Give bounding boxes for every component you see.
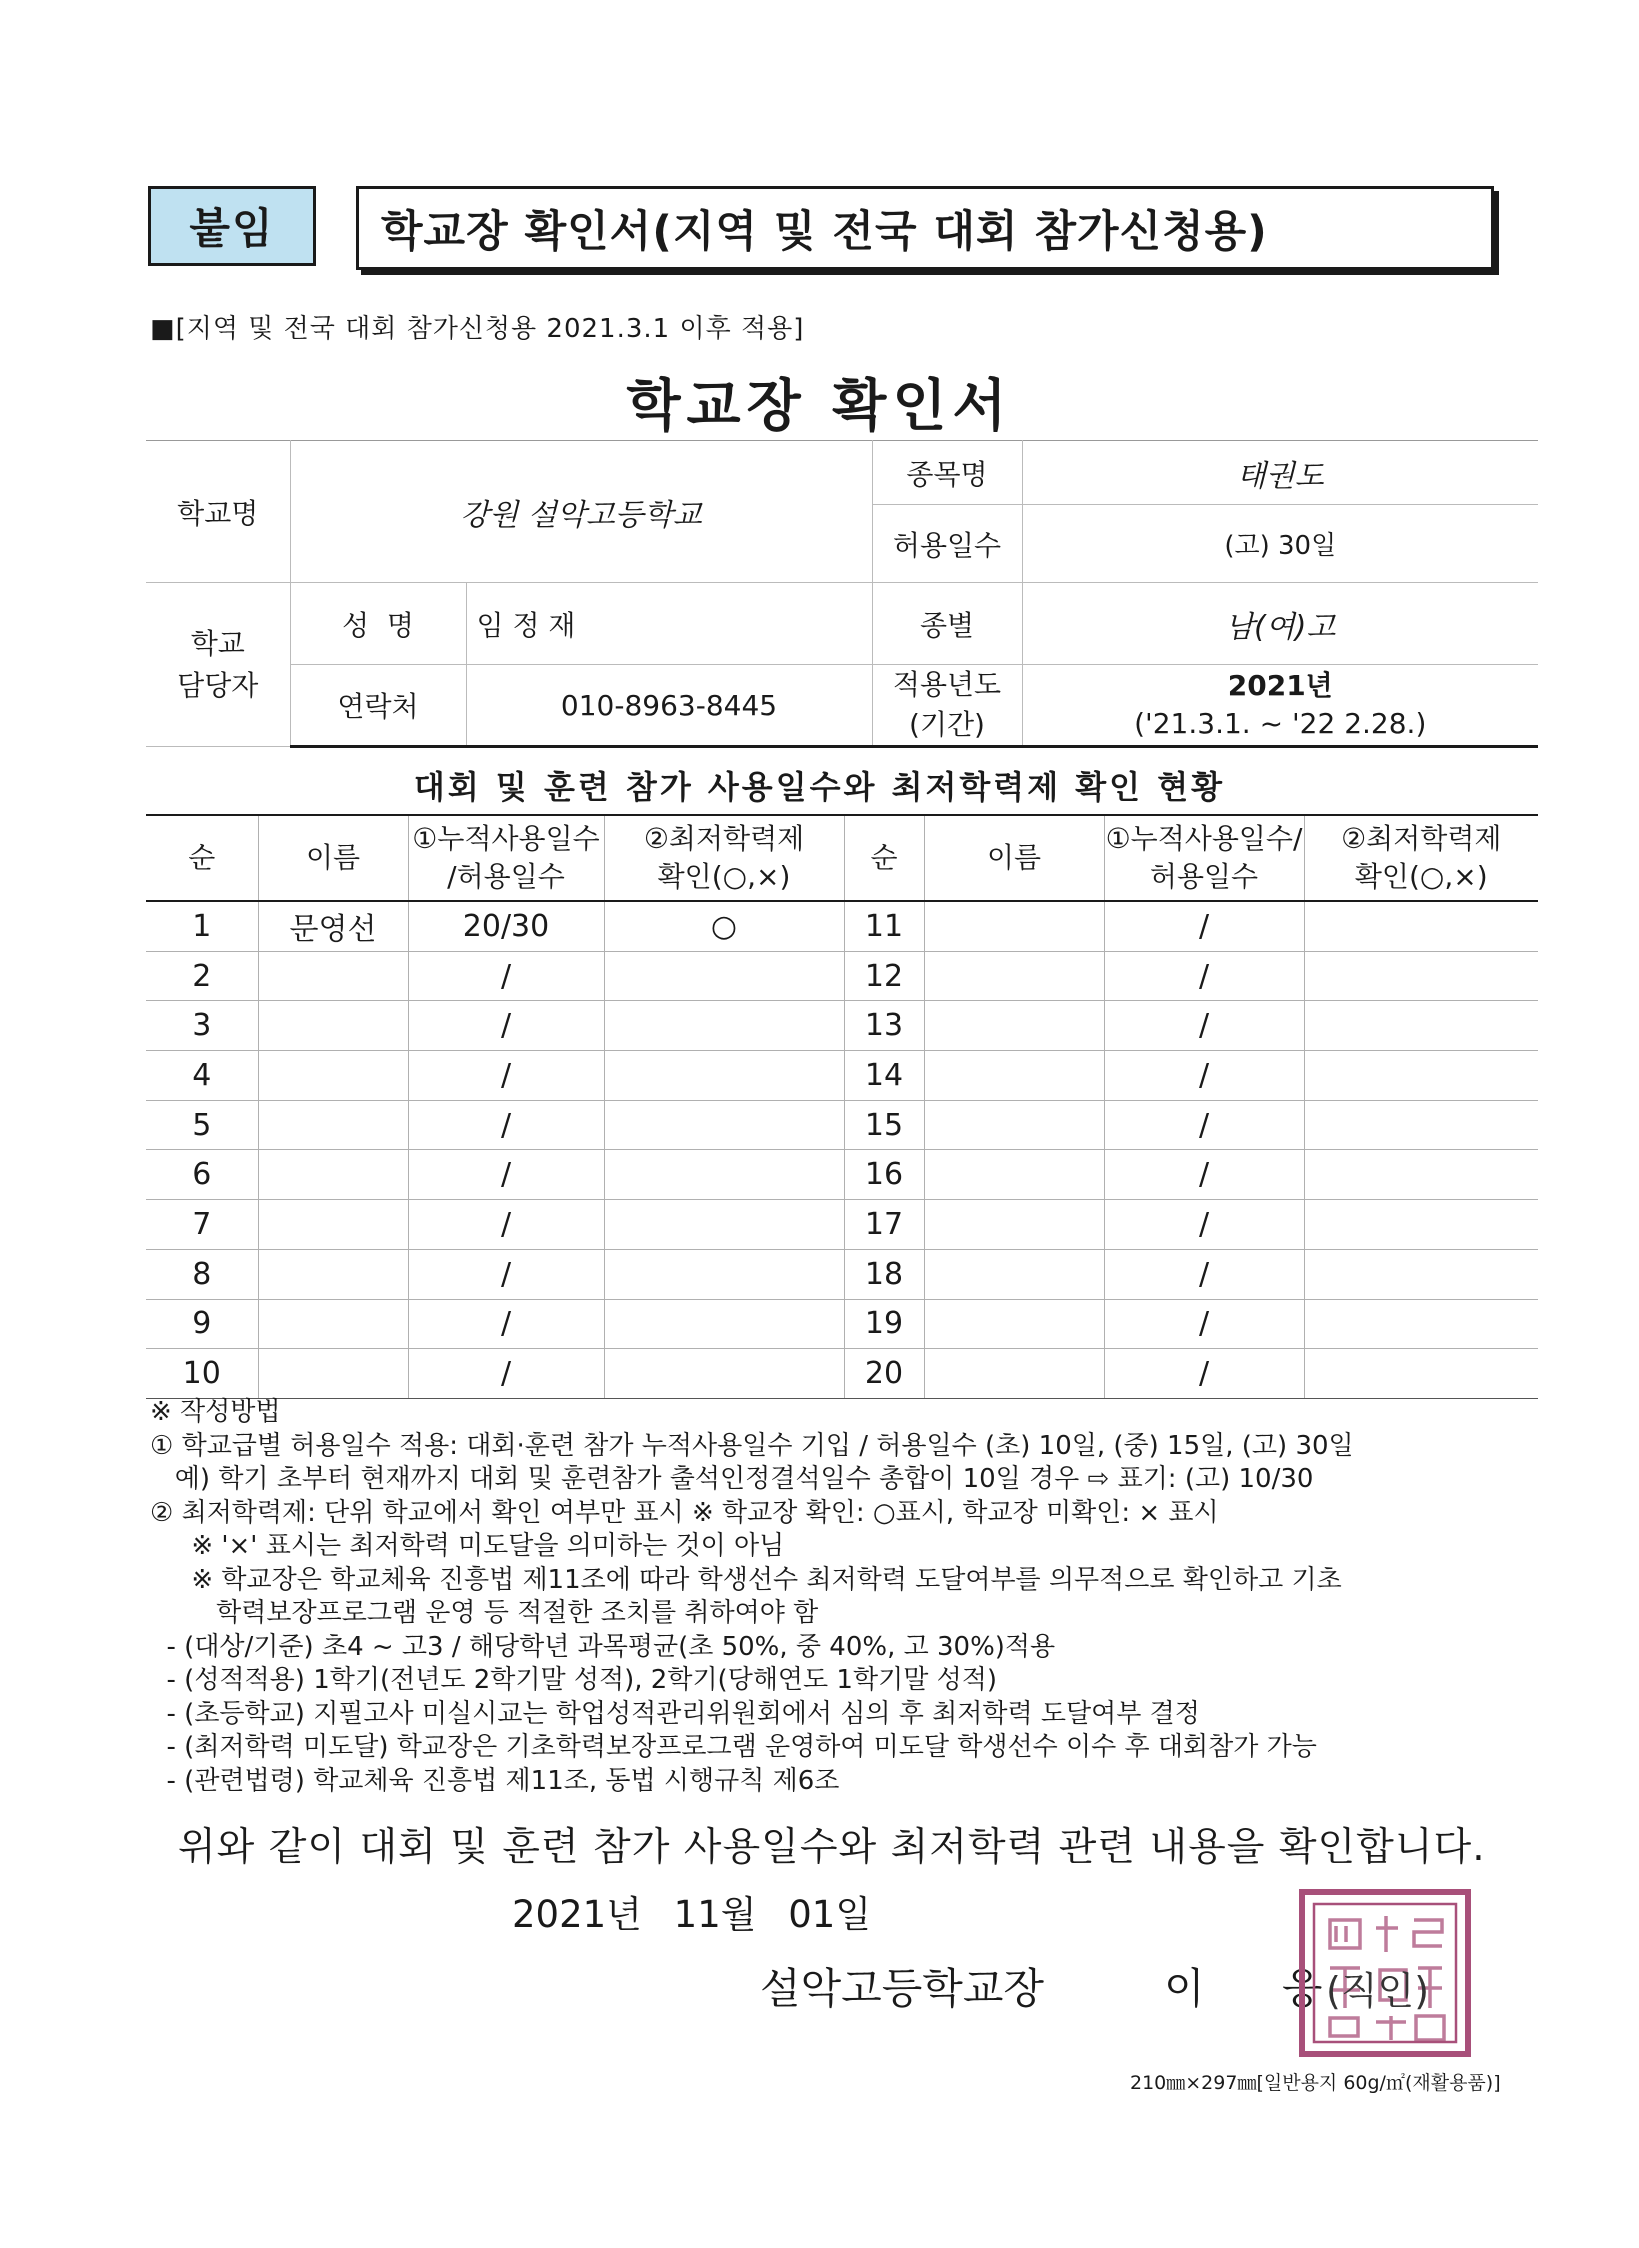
row-days-left: 20/30	[408, 901, 604, 951]
header-name-left: 이름	[258, 815, 408, 901]
instructions	[150, 1396, 1354, 1798]
applicability-note: ■[지역 및 전국 대회 참가신청용 2021.3.1 이후 적용]	[150, 314, 805, 344]
row-days-right: /	[1104, 1249, 1304, 1299]
row-min-left	[604, 951, 844, 1001]
row-days-right: /	[1104, 1200, 1304, 1250]
contact-label: 연락처	[290, 665, 466, 747]
header-days-left	[408, 815, 604, 901]
row-days-right: /	[1104, 901, 1304, 951]
table-row	[146, 1001, 1538, 1051]
row-days-left: /	[408, 951, 604, 1001]
header-name-right: 이름	[924, 815, 1104, 901]
row-min-right	[1304, 1349, 1538, 1399]
row-name-right	[924, 1051, 1104, 1101]
usage-table-body	[146, 901, 1538, 1398]
row-no-left: 7	[146, 1200, 258, 1250]
row-min-right	[1304, 1051, 1538, 1101]
row-name-left	[258, 1100, 408, 1150]
row-no-right: 13	[844, 1001, 924, 1051]
principal-title: 설악고등학교장	[760, 1964, 1045, 2013]
instruction-line: - (초등학교) 지필고사 미실시교는 학업성적관리위원회에서 심의 후 최저학력 도달여부 결정	[150, 1698, 1200, 1729]
row-days-right: /	[1104, 1100, 1304, 1150]
name-value: 임 정 재	[466, 583, 872, 665]
row-name-left	[258, 1349, 408, 1399]
year-label-line2: (기간)	[909, 708, 985, 741]
instruction-line: - (성적적용) 1학기(전년도 2학기말 성적), 2학기(당해연도 1학기말 성적)	[150, 1665, 997, 1695]
table-row	[146, 1150, 1538, 1200]
row-no-left: 3	[146, 1001, 258, 1051]
header-days-right	[1104, 815, 1304, 901]
sport-label: 종목명	[872, 441, 1022, 505]
row-name-left	[258, 1051, 408, 1101]
row-days-left: /	[408, 1100, 604, 1150]
row-min-left	[604, 1100, 844, 1150]
row-name-right	[924, 1100, 1104, 1150]
row-days-right: /	[1104, 1051, 1304, 1101]
row-days-left: /	[408, 1200, 604, 1250]
instruction-line: ② 최저학력제: 단위 학교에서 확인 여부만 표시 ※ 학교장 확인: ○표시, 학교장 미확인: × 표시	[150, 1497, 1219, 1528]
row-no-right: 18	[844, 1249, 924, 1299]
name-label: 성 명	[290, 583, 466, 665]
year-value	[1022, 665, 1538, 747]
row-min-right	[1304, 1200, 1538, 1250]
allowed-days-value: (고) 30일	[1022, 505, 1538, 583]
issue-date: 2021년 11월 01일	[512, 1893, 872, 1936]
table-row	[146, 1200, 1538, 1250]
year-value-line1: 2021년	[1227, 669, 1333, 702]
table-row	[146, 1100, 1538, 1150]
row-no-right: 15	[844, 1100, 924, 1150]
header-no-left: 순	[146, 815, 258, 901]
row-days-right: /	[1104, 1349, 1304, 1399]
instruction-line: - (최저학력 미도달) 학교장은 기초학력보장프로그램 운영하여 미도달 학생선수 이수 후 대회참가 가능	[150, 1732, 1317, 1762]
row-no-left: 2	[146, 951, 258, 1001]
row-name-left	[258, 951, 408, 1001]
row-name-left: 문영선	[258, 901, 408, 951]
header-min-right	[1304, 815, 1538, 901]
row-name-left	[258, 1200, 408, 1250]
row-no-left: 8	[146, 1249, 258, 1299]
row-min-left: ○	[604, 901, 844, 951]
row-no-left: 6	[146, 1150, 258, 1200]
confirmation-statement: 위와 같이 대회 및 훈련 참가 사용일수와 최저학력 관련 내용을 확인합니다.	[178, 1825, 1486, 1870]
table-row	[146, 1051, 1538, 1101]
paper-spec-footer: 210㎜×297㎜[일반용지 60g/㎡(재활용품)]	[1130, 2072, 1501, 2094]
row-min-right	[1304, 1249, 1538, 1299]
usage-table	[146, 814, 1538, 1399]
row-min-right	[1304, 1001, 1538, 1051]
row-min-left	[604, 1051, 844, 1101]
header-min-left-2: 확인(○,×)	[657, 860, 791, 893]
header-days-right-1: ①누적사용일수/	[1105, 822, 1303, 855]
row-no-right: 19	[844, 1299, 924, 1349]
header-no-right: 순	[844, 815, 924, 901]
row-min-right	[1304, 1150, 1538, 1200]
row-no-right: 14	[844, 1051, 924, 1101]
row-days-left: /	[408, 1001, 604, 1051]
year-label-line1: 적용년도	[892, 668, 1002, 701]
row-min-right	[1304, 1100, 1538, 1150]
row-days-right: /	[1104, 1299, 1304, 1349]
header-min-left	[604, 815, 844, 901]
staff-label	[146, 583, 290, 747]
row-days-left: /	[408, 1299, 604, 1349]
header-min-right-1: ②최저학력제	[1341, 822, 1502, 855]
staff-label-line2: 담당자	[177, 668, 259, 702]
row-name-right	[924, 1349, 1104, 1399]
header-min-left-1: ②최저학력제	[643, 822, 805, 855]
row-name-right	[924, 1150, 1104, 1200]
row-name-right	[924, 901, 1104, 951]
row-days-left: /	[408, 1349, 604, 1399]
row-min-right	[1304, 901, 1538, 951]
header-days-left-2: /허용일수	[447, 860, 565, 893]
row-min-left	[604, 1349, 844, 1399]
year-label	[872, 665, 1022, 747]
instruction-line: - (대상/기준) 초4 ~ 고3 / 해당학년 과목평균(초 50%, 중 40%, 고 30%)적용	[150, 1631, 1056, 1662]
table-row	[146, 951, 1538, 1001]
year-value-line2: ('21.3.1. ~ '22 2.28.)	[1134, 707, 1427, 740]
allowed-days-label: 허용일수	[872, 505, 1022, 583]
row-name-right	[924, 951, 1104, 1001]
row-no-left: 5	[146, 1100, 258, 1150]
school-name-label: 학교명	[146, 441, 290, 583]
row-no-right: 17	[844, 1200, 924, 1250]
row-min-right	[1304, 1299, 1538, 1349]
row-min-left	[604, 1001, 844, 1051]
row-no-right: 11	[844, 901, 924, 951]
row-min-left	[604, 1150, 844, 1200]
instruction-line: ※ '×' 표시는 최저학력 미도달을 의미하는 것이 아님	[150, 1531, 785, 1561]
row-min-left	[604, 1200, 844, 1250]
instruction-line: ① 학교급별 허용일수 적용: 대회·훈련 참가 누적사용일수 기입 / 허용일수 (초) 10일, (중) 15일, (고) 30일	[150, 1430, 1354, 1461]
row-no-left: 1	[146, 901, 258, 951]
header-min-right-2: 확인(○,×)	[1354, 860, 1488, 893]
row-days-left: /	[408, 1051, 604, 1101]
row-name-right	[924, 1249, 1104, 1299]
section-title: 대회 및 훈련 참가 사용일수와 최저학력제 확인 현황	[413, 768, 1226, 806]
row-name-right	[924, 1001, 1104, 1051]
contact-value: 010-8963-8445	[466, 665, 872, 747]
row-days-left: /	[408, 1249, 604, 1299]
school-name-value: 강원 설악고등학교	[290, 441, 872, 583]
row-days-right: /	[1104, 1001, 1304, 1051]
info-table	[146, 440, 1538, 748]
row-no-left: 4	[146, 1051, 258, 1101]
sport-value: 태권도	[1022, 441, 1538, 505]
row-no-left: 10	[146, 1349, 258, 1399]
row-no-right: 16	[844, 1150, 924, 1200]
row-name-right	[924, 1299, 1104, 1349]
page-title: 학교장 확인서	[626, 374, 1013, 439]
table-row	[146, 1299, 1538, 1349]
table-row	[146, 1349, 1538, 1399]
attachment-badge: 붙임	[148, 186, 316, 266]
seal-label: (직인)	[1326, 1969, 1430, 2013]
row-name-left	[258, 1299, 408, 1349]
row-no-right: 20	[844, 1349, 924, 1399]
table-row	[146, 901, 1538, 951]
row-name-left	[258, 1001, 408, 1051]
row-days-right: /	[1104, 951, 1304, 1001]
header-days-right-2: 허용일수	[1149, 860, 1259, 893]
instruction-line: - (관련법령) 학교체육 진흥법 제11조, 동법 시행규칙 제6조	[150, 1765, 840, 1796]
row-name-left	[258, 1249, 408, 1299]
gender-label: 종별	[872, 583, 1022, 665]
row-no-left: 9	[146, 1299, 258, 1349]
principal-name: 이 웅	[1164, 1964, 1355, 2013]
instruction-line: 예) 학기 초부터 현재까지 대회 및 훈련참가 출석인정결석일수 총합이 10일 경우 ⇨ 표기: (고) 10/30	[150, 1464, 1314, 1494]
row-days-right: /	[1104, 1150, 1304, 1200]
staff-label-line1: 학교	[190, 626, 245, 660]
table-row	[146, 1249, 1538, 1299]
gender-value: 남(여)고	[1022, 583, 1538, 665]
header-days-left-1: ①누적사용일수	[412, 822, 600, 855]
row-name-left	[258, 1150, 408, 1200]
instruction-line: ※ 작성방법	[150, 1397, 281, 1427]
row-min-right	[1304, 951, 1538, 1001]
document-header-title: 학교장 확인서(지역 및 전국 대회 참가신청용)	[356, 186, 1494, 270]
row-no-right: 12	[844, 951, 924, 1001]
row-days-left: /	[408, 1150, 604, 1200]
instruction-line: ※ 학교장은 학교체육 진흥법 제11조에 따라 학생선수 최저학력 도달여부를 의무적으로 확인하고 기초	[150, 1564, 1342, 1595]
row-min-left	[604, 1299, 844, 1349]
instruction-line: 학력보장프로그램 운영 등 적절한 조치를 취하여야 함	[150, 1598, 819, 1628]
row-min-left	[604, 1249, 844, 1299]
row-name-right	[924, 1200, 1104, 1250]
